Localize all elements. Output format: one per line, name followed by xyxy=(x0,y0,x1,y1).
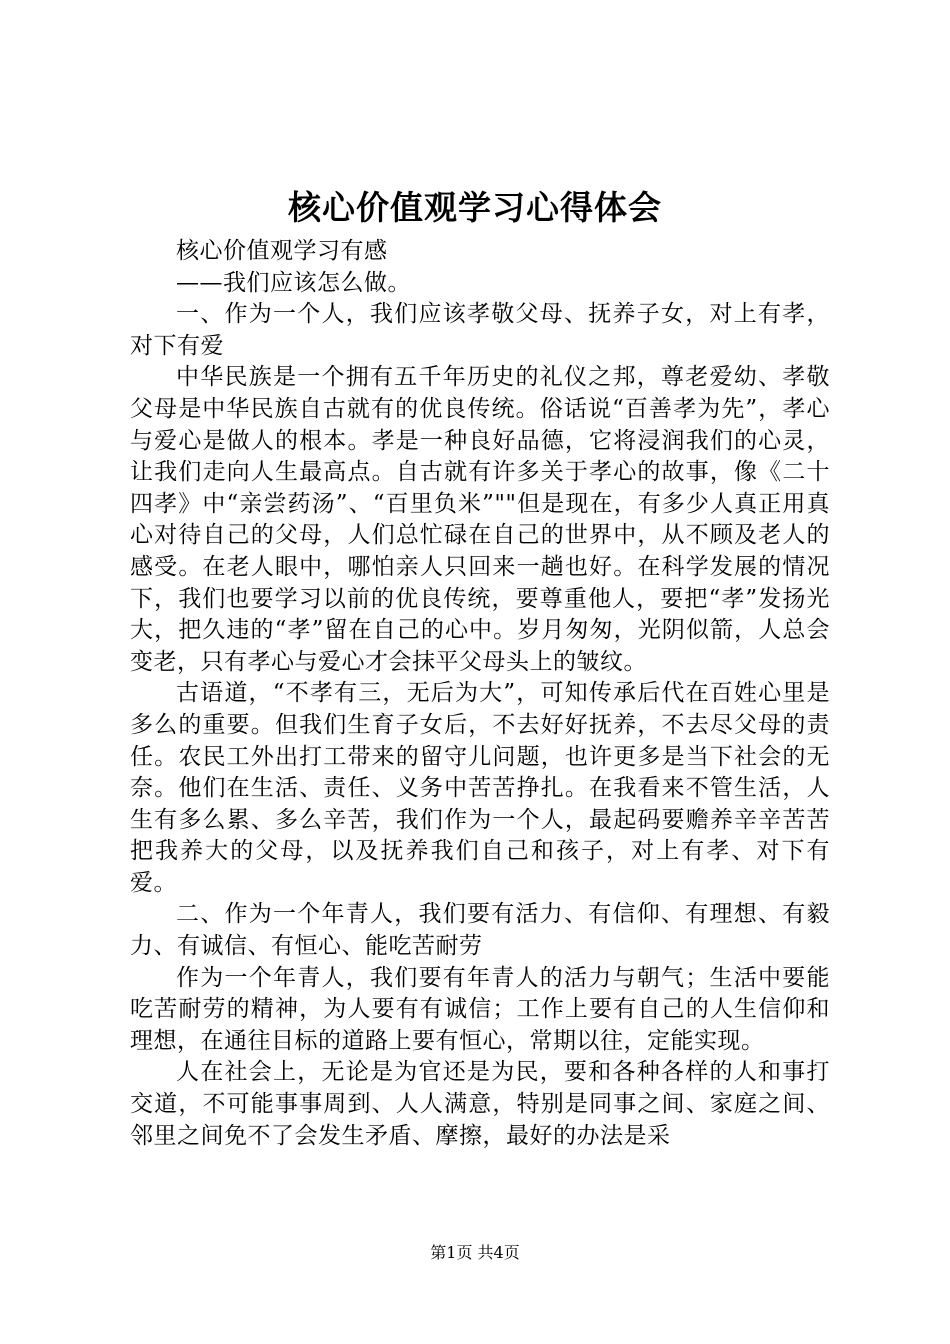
document-body xyxy=(130,236,830,1152)
paragraph-youth: 作为一个年青人，我们要有年青人的活力与朝气；生活中要能吃苦耐劳的精神，为人要有有诚信；工作上要有自己的人生信仰和理想，在通往目标的道路上要有恒心，常期以往，定能实现。 xyxy=(130,964,830,1054)
paragraph-subtitle: 核心价值观学习有感 xyxy=(176,238,388,264)
paragraph-heading-2: 二、作为一个年青人，我们要有活力、有信仰、有理想、有毅力、有诚信、有恒心、能吃苦耐劳 xyxy=(130,901,830,960)
paragraph-raising-children: 古语道，“不孝有三，无后为大”，可知传承后代在百姓心里是多么的重要。但我们生育子女后，不去好好抚养，不去尽父母的责任。农民工外出打工带来的留守儿问题，也许更多是当下社会的无奈。他们在生活、责任、义务中苦苦挣扎。在我看来不管生活，人生有多么累、多么辛苦，我们作为一个人，最起码要赡养辛辛苦苦把我养大的父母，以及抚养我们自己和孩子，对上有孝、对下有爱。 xyxy=(130,680,830,896)
document-title: 核心价值观学习心得体会 xyxy=(288,188,662,227)
paragraph-heading-1: 一、作为一个人，我们应该孝敬父母、抚养子女，对上有孝，对下有爱 xyxy=(130,301,830,359)
paragraph-society: 人在社会上，无论是为官还是为民，要和各种各样的人和事打交道，不可能事事周到、人人满意，特别是同事之间、家庭之间、邻里之间免不了会发生矛盾、摩擦，最好的办法是采 xyxy=(130,1059,830,1149)
page-number-footer: 第1页 共4页 xyxy=(430,1243,520,1262)
paragraph-subtitle-dash: ——我们应该怎么做。 xyxy=(176,269,411,296)
paragraph-filial-piety: 中华民族是一个拥有五千年历史的礼仪之邦，尊老爱幼、孝敬父母是中华民族自古就有的优良传统。俗话说“百善孝为先”，孝心与爱心是做人的根本。孝是一种良好品德，它将浸润我们的心灵，让我们走向人生最高点。自古就有许多关于孝心的故事，像《二十四孝》中“亲尝药汤”、“百里负米”""但是现在，有多少人真正用真心对待自己的父母，人们总忙碌在自己的世界中，从不顾及老人的感受。在老人眼中，哪怕亲人只回来一趟也好。在科学发展的情况下，我们也要学习以前的优良传统，要尊重他人，要把“孝”发扬光大，把久违的“孝”留在自己的心中。岁月匆匆，光阴似箭，人总会变老，只有孝心与爱心才会抹平父母头上的皱纹。 xyxy=(130,364,830,675)
